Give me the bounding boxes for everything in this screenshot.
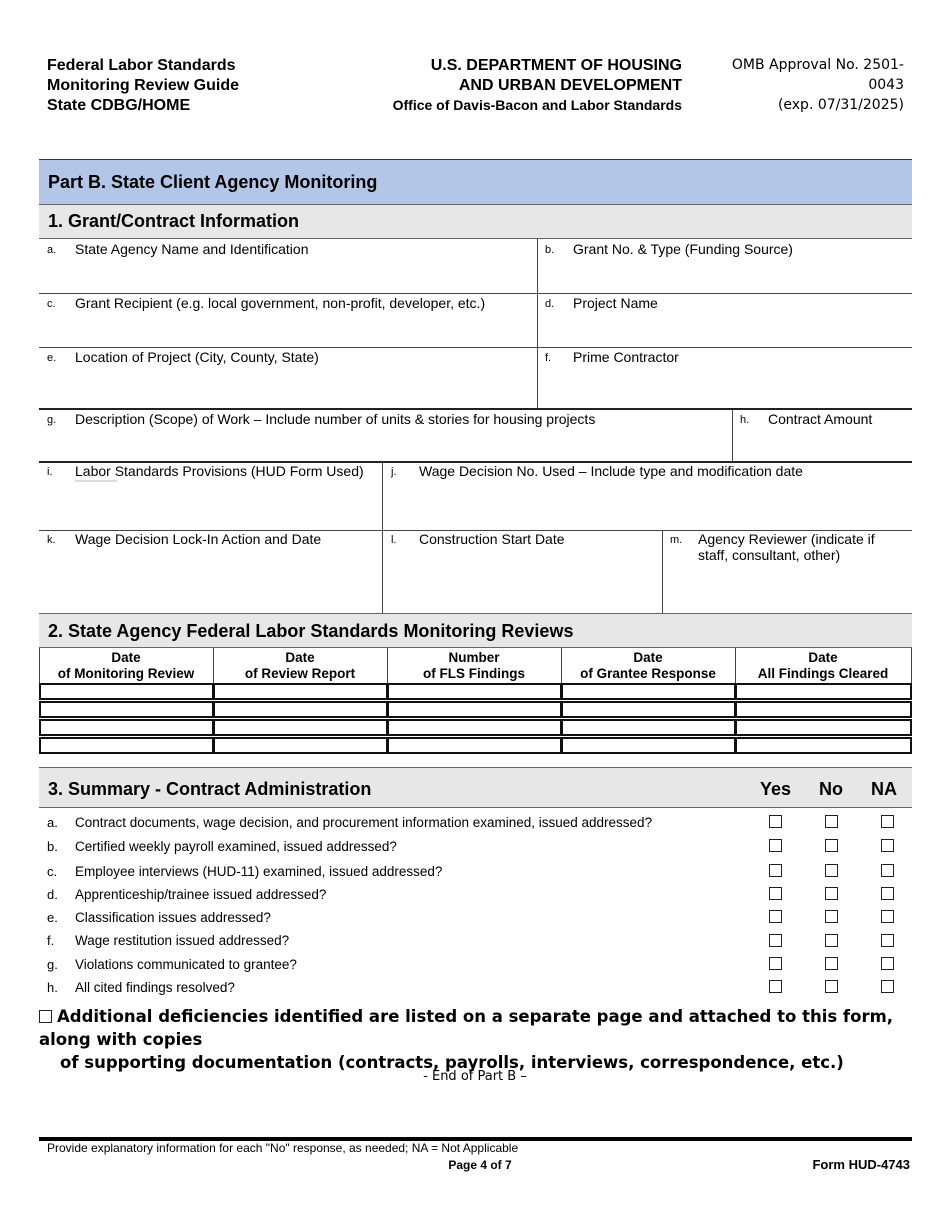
table-column-header <box>213 650 387 682</box>
checkbox-yes[interactable] <box>769 839 782 852</box>
table-cell-input[interactable] <box>561 701 736 718</box>
header-line: All Findings Cleared <box>757 666 889 681</box>
checkbox-no[interactable] <box>825 957 838 970</box>
table-cell-input[interactable] <box>39 701 214 718</box>
checkbox-yes[interactable] <box>769 910 782 923</box>
field-label: Construction Start Date <box>419 531 565 547</box>
field-letter: l. <box>391 534 397 546</box>
question-letter: h. <box>47 980 58 995</box>
table-column-header <box>387 650 561 682</box>
underline-mark <box>75 480 117 482</box>
part-b-header <box>39 159 912 205</box>
column-header-no: No <box>819 779 843 799</box>
additional-deficiencies-text: Additional deficiencies identified are listed on a separate page and attached to this form, along with copies <box>39 1007 894 1049</box>
question-letter: d. <box>47 887 58 902</box>
field-label: staff, consultant, other) <box>698 547 841 563</box>
divider <box>911 648 912 683</box>
omb-number: OMB Approval No. 2501-0043 <box>731 57 904 93</box>
field-label: Grant No. & Type (Funding Source) <box>573 241 793 257</box>
checkbox-no[interactable] <box>825 910 838 923</box>
header-line: Date <box>285 650 315 665</box>
checkbox-yes[interactable] <box>769 864 782 877</box>
page-number: Page 4 of 7 <box>448 1158 512 1172</box>
section-1-title: 1. Grant/Contract Information <box>48 211 300 231</box>
question-text: All cited findings resolved? <box>75 980 235 995</box>
footer-note: Provide explanatory information for each "No" response, as needed; NA = Not Applicable <box>47 1141 519 1155</box>
checkbox-yes[interactable] <box>769 815 782 828</box>
office-name: Office of Davis-Bacon and Labor Standards <box>392 97 682 113</box>
checkbox-no[interactable] <box>825 980 838 993</box>
checkbox-na[interactable] <box>881 910 894 923</box>
question-letter: f. <box>47 933 55 948</box>
form-title-line: Federal Labor Standards <box>47 57 236 74</box>
checkbox-na[interactable] <box>881 934 894 947</box>
divider <box>39 293 912 294</box>
checkbox-no[interactable] <box>825 815 838 828</box>
question-text: Wage restitution issued addressed? <box>75 933 290 948</box>
question-letter: g. <box>47 957 58 972</box>
field-letter: a. <box>47 244 57 256</box>
field-label: Grant Recipient (e.g. local government, non-profit, developer, etc.) <box>75 295 486 311</box>
field-letter: m. <box>670 534 683 546</box>
department-line: U.S. DEPARTMENT OF HOUSING <box>430 57 682 74</box>
table-cell-input[interactable] <box>561 683 736 700</box>
checkbox-yes[interactable] <box>769 887 782 900</box>
table-column-header <box>39 650 213 682</box>
additional-deficiencies-text-2: of supporting documentation (contracts, payrolls, interviews, correspondence, etc.) <box>60 1053 844 1072</box>
table-cell-input[interactable] <box>735 719 912 736</box>
field-letter: d. <box>545 298 555 310</box>
header-line: of Grantee Response <box>580 666 716 681</box>
field-label: Contract Amount <box>768 411 873 427</box>
question-text: Classification issues addressed? <box>75 910 271 925</box>
divider <box>732 410 733 462</box>
field-label: Prime Contractor <box>573 349 679 365</box>
department-line: AND URBAN DEVELOPMENT <box>458 77 682 94</box>
table-cell-input[interactable] <box>39 719 214 736</box>
field-label: State Agency Name and Identification <box>75 241 309 257</box>
table-cell-input[interactable] <box>39 683 214 700</box>
omb-approval <box>700 55 904 115</box>
additional-deficiencies-checkbox[interactable] <box>39 1010 52 1023</box>
form-title-line: State CDBG/HOME <box>47 97 191 114</box>
table-cell-input[interactable] <box>387 683 562 700</box>
department-block <box>330 56 682 115</box>
question-text: Contract documents, wage decision, and procurement information examined, issued addressed? <box>75 815 653 830</box>
section-2-title: 2. State Agency Federal Labor Standards Monitoring Reviews <box>48 621 574 641</box>
table-cell-input[interactable] <box>387 701 562 718</box>
checkbox-no[interactable] <box>825 887 838 900</box>
section-1-header <box>39 205 912 239</box>
field-letter: b. <box>545 244 555 256</box>
header-line: Date <box>633 650 663 665</box>
field-letter: e. <box>47 352 57 364</box>
table-cell-input[interactable] <box>735 737 912 754</box>
field-letter: k. <box>47 534 56 546</box>
header-line: Number <box>448 650 500 665</box>
checkbox-yes[interactable] <box>769 957 782 970</box>
checkbox-no[interactable] <box>825 934 838 947</box>
field-letter: c. <box>47 298 56 310</box>
header-line: Date <box>808 650 838 665</box>
field-letter: f. <box>545 352 552 364</box>
divider <box>382 463 383 613</box>
divider <box>537 239 538 409</box>
end-of-part: - End of Part B – <box>423 1069 527 1084</box>
checkbox-no[interactable] <box>825 864 838 877</box>
header-line: of Monitoring Review <box>57 666 195 681</box>
question-text: Apprenticeship/trainee issued addressed? <box>75 887 327 902</box>
checkbox-na[interactable] <box>881 957 894 970</box>
checkbox-yes[interactable] <box>769 934 782 947</box>
checkbox-na[interactable] <box>881 815 894 828</box>
divider <box>39 347 912 348</box>
question-letter: a. <box>47 815 58 830</box>
field-label: Wage Decision No. Used – Include type and modification date <box>419 463 803 479</box>
table-cell-input[interactable] <box>387 719 562 736</box>
table-column-header <box>561 650 735 682</box>
column-header-yes: Yes <box>760 779 792 799</box>
field-label: Location of Project (City, County, State) <box>75 349 319 365</box>
question-text: Violations communicated to grantee? <box>75 957 297 972</box>
table-cell-input[interactable] <box>561 737 736 754</box>
table-cell-input[interactable] <box>213 683 388 700</box>
table-cell-input[interactable] <box>39 737 214 754</box>
field-letter: h. <box>740 414 750 426</box>
question-letter: e. <box>47 910 58 925</box>
header-line: Date <box>111 650 141 665</box>
field-letter: i. <box>47 466 53 478</box>
field-label: Description (Scope) of Work – Include number of units & stories for housing projects <box>75 411 596 427</box>
table-cell-input[interactable] <box>213 737 388 754</box>
form-title-line: Monitoring Review Guide <box>47 77 240 94</box>
additional-deficiencies <box>39 1005 909 1074</box>
section-2-header <box>39 613 912 648</box>
form-title-block <box>47 56 239 116</box>
table-cell-input[interactable] <box>213 701 388 718</box>
header-line: of Review Report <box>244 666 356 681</box>
section-3-title: 3. Summary - Contract Administration <box>48 779 372 799</box>
field-label: Labor Standards Provisions (HUD Form Used) <box>75 463 364 479</box>
question-text: Certified weekly payroll examined, issued addressed? <box>75 839 397 854</box>
table-cell-input[interactable] <box>561 719 736 736</box>
checkbox-no[interactable] <box>825 839 838 852</box>
divider <box>662 531 663 613</box>
form-number: Form HUD-4743 <box>812 1157 910 1172</box>
checkbox-na[interactable] <box>881 839 894 852</box>
question-letter: c. <box>47 864 58 879</box>
table-column-header <box>735 650 911 682</box>
table-cell-input[interactable] <box>213 719 388 736</box>
header-line: of FLS Findings <box>423 666 525 681</box>
checkbox-na[interactable] <box>881 864 894 877</box>
checkbox-yes[interactable] <box>769 980 782 993</box>
table-cell-input[interactable] <box>735 701 912 718</box>
field-letter: j. <box>391 466 397 478</box>
checkbox-na[interactable] <box>881 980 894 993</box>
field-label: Agency Reviewer (indicate if <box>698 531 875 547</box>
table-cell-input[interactable] <box>735 683 912 700</box>
column-header-na: NA <box>871 779 897 799</box>
field-label: Project Name <box>573 295 658 311</box>
checkbox-na[interactable] <box>881 887 894 900</box>
part-title: Part B. State Client Agency Monitoring <box>48 172 378 192</box>
question-text: Employee interviews (HUD-11) examined, issued addressed? <box>75 864 443 879</box>
field-label: Wage Decision Lock-In Action and Date <box>75 531 322 547</box>
question-letter: b. <box>47 839 58 854</box>
divider <box>39 408 912 410</box>
omb-expiration: (exp. 07/31/2025) <box>777 97 904 113</box>
field-letter: g. <box>47 414 57 426</box>
table-cell-input[interactable] <box>387 737 562 754</box>
